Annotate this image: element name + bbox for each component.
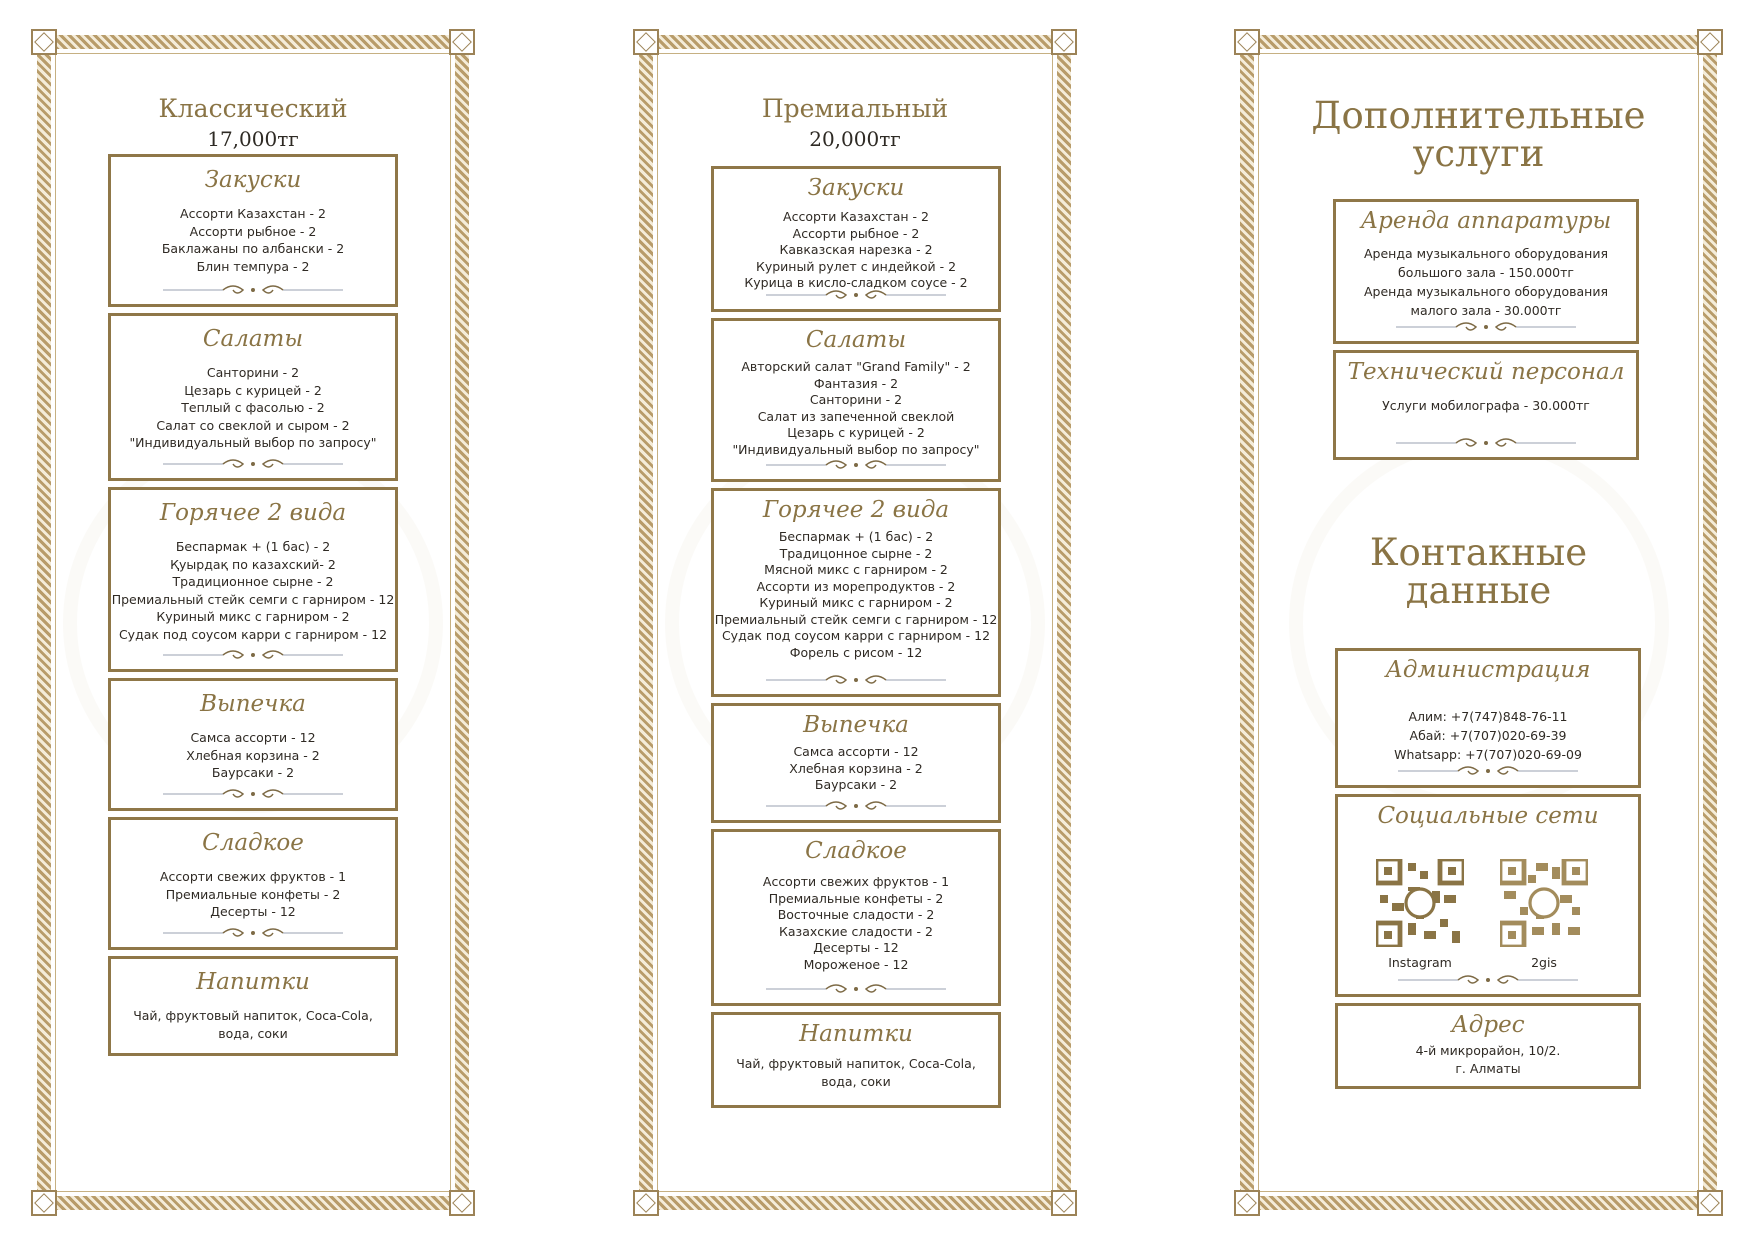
- menu-item: вода, соки: [218, 1025, 288, 1041]
- menu-item: Баклажаны по албански - 2: [161, 241, 345, 256]
- menu-item: Баурсаки - 2: [814, 777, 898, 792]
- menu-item: Традицонное сырне - 2: [779, 545, 933, 561]
- menu-title: Премиальный: [761, 94, 949, 123]
- section-address: [1335, 1003, 1641, 1089]
- section-social-networks: [1335, 794, 1641, 997]
- menu-item: Авторский салат "Grand Family" - 2: [741, 359, 971, 374]
- menu-item: Ассорти свежих фруктов - 1: [762, 874, 950, 889]
- menu-item: Десерты - 12: [210, 904, 296, 919]
- corner-ornament: [449, 29, 475, 55]
- menu-item: Куриный рулет с индейкой - 2: [755, 258, 957, 274]
- section-title: Салаты: [805, 327, 907, 353]
- section-title: Горячее 2 вида: [159, 500, 347, 526]
- corner-ornament: [449, 1190, 475, 1216]
- menu-item: Ассорти рыбное - 2: [792, 225, 920, 241]
- section-technical-staff: [1333, 350, 1639, 460]
- menu-item: Ассорти Казахстан - 2: [783, 209, 929, 224]
- menu-item: Форель с рисом - 12: [789, 644, 923, 660]
- section-goryachee: [108, 487, 398, 672]
- section-napitki: [108, 956, 398, 1056]
- section-goryachee: [711, 488, 1001, 697]
- section-vypechka: [711, 703, 1001, 823]
- qr-label: Instagram: [1388, 955, 1452, 970]
- section-zakuski: [108, 154, 398, 307]
- corner-ornament: [31, 29, 57, 55]
- menu-item: Ассорти из морепродуктов - 2: [756, 578, 956, 594]
- menu-item: Десерты - 12: [813, 940, 899, 955]
- section-title: Адрес: [1451, 1012, 1525, 1038]
- corner-ornament: [31, 1190, 57, 1216]
- corner-ornament: [633, 29, 659, 55]
- menu-item: Судак под соусом карри с гарниром - 12: [118, 626, 388, 642]
- corner-ornament: [1697, 29, 1723, 55]
- menu-item: Фантазия - 2: [813, 375, 899, 391]
- contact-phone[interactable]: Абай: +7(707)020-69-39: [1409, 728, 1567, 743]
- section-title: Закуски: [204, 167, 302, 193]
- menu-item: Хлебная корзина - 2: [789, 760, 923, 776]
- address-line: г. Алматы: [1455, 1060, 1521, 1076]
- menu-item: Куриный микс с гарниром - 2: [156, 609, 350, 624]
- menu-item: вода, соки: [821, 1073, 891, 1089]
- menu-item: Премиальный стейк семги с гарниром - 12: [111, 591, 395, 607]
- menu-item: Санторини - 2: [206, 365, 300, 380]
- menu-item: Чай, фруктовый напиток, Coca-Cola,: [133, 1008, 373, 1023]
- section-sladkoe: [108, 817, 398, 950]
- section-title: Напитки: [196, 969, 310, 995]
- extra-services-heading: [1254, 94, 1703, 175]
- section-sladkoe: [711, 829, 1001, 1006]
- corner-ornament: [1697, 1190, 1723, 1216]
- menu-item: "Индивидуальный выбор по запросу": [732, 441, 980, 457]
- classic-menu-panel: [37, 35, 469, 1210]
- section-vypechka: [108, 678, 398, 811]
- service-item: большого зала - 150.000тг: [1398, 265, 1574, 280]
- divider-ornament: [163, 282, 343, 298]
- menu-item: Санторини - 2: [809, 392, 903, 407]
- section-equipment-rental: [1333, 199, 1639, 344]
- divider-ornament: [766, 457, 946, 473]
- menu-item: Хлебная корзина - 2: [186, 747, 320, 763]
- instagram-qr-icon[interactable]: [1376, 859, 1464, 947]
- menu-item: Казахские сладости - 2: [779, 923, 933, 939]
- section-title: Сладкое: [805, 838, 907, 864]
- menu-item: Беспармак + (1 бас) - 2: [175, 539, 331, 554]
- service-item: Аренда музыкального оборудования: [1363, 246, 1608, 261]
- section-title: Технический персонал: [1347, 359, 1625, 385]
- menu-item: Премиальные конфеты - 2: [165, 886, 341, 902]
- section-title: Сладкое: [202, 830, 304, 856]
- divider-ornament: [163, 786, 343, 802]
- extra-services-panel: [1240, 35, 1717, 1210]
- menu-item: Цезарь с курицей - 2: [184, 382, 322, 398]
- menu-item: Самса ассорти - 12: [793, 744, 919, 759]
- menu-item: Теплый с фасолью - 2: [181, 400, 325, 415]
- heading-line: Контакные: [1369, 531, 1588, 574]
- menu-item: Премиальный стейк семги с гарниром - 12: [714, 611, 998, 627]
- divider-ornament: [766, 798, 946, 814]
- menu-item: "Индивидуальный выбор по запросу": [129, 435, 377, 450]
- corner-ornament: [1234, 1190, 1260, 1216]
- menu-item: Восточные сладости - 2: [777, 907, 935, 922]
- premium-menu-panel: [639, 35, 1071, 1210]
- divider-ornament: [1398, 972, 1578, 988]
- qr-label: 2gis: [1531, 955, 1557, 970]
- section-administration: [1335, 648, 1641, 788]
- divider-ornament: [163, 456, 343, 472]
- section-napitki: [711, 1012, 1001, 1108]
- contact-whatsapp[interactable]: Whatsapp: +7(707)020-69-09: [1394, 747, 1582, 762]
- contacts-heading: [1254, 531, 1703, 612]
- contact-phone[interactable]: Алим: +7(747)848-76-11: [1408, 709, 1568, 724]
- menu-item: Баурсаки - 2: [211, 765, 295, 780]
- divider-ornament: [1396, 319, 1576, 335]
- divider-ornament: [163, 925, 343, 941]
- section-salaty: [711, 318, 1001, 482]
- menu-item: Ассорти свежих фруктов - 1: [159, 869, 347, 884]
- menu-item: Салат со свеклой и сыром - 2: [156, 417, 350, 433]
- section-title: Выпечка: [803, 712, 909, 738]
- menu-item: Цезарь с курицей - 2: [787, 425, 925, 440]
- menu-item: Судак под соусом карри с гарниром - 12: [721, 628, 991, 643]
- heading-line: данные: [1405, 569, 1552, 612]
- section-title: Закуски: [807, 175, 905, 201]
- menu-item: Ассорти рыбное - 2: [189, 223, 317, 239]
- menu-price: 20,000тг: [809, 127, 901, 151]
- section-title: Администрация: [1385, 657, 1591, 683]
- 2gis-qr-icon[interactable]: [1500, 859, 1588, 947]
- menu-item: Самса ассорти - 12: [190, 730, 316, 745]
- service-item: малого зала - 30.000тг: [1410, 303, 1562, 318]
- menu-item: Мороженое - 12: [803, 956, 909, 972]
- section-title: Выпечка: [200, 691, 306, 717]
- menu-item: Салат из запеченной свеклой: [757, 408, 955, 424]
- section-salaty: [108, 313, 398, 481]
- section-title: Аренда аппаратуры: [1360, 208, 1612, 234]
- service-item: Аренда музыкального оборудования: [1363, 284, 1608, 299]
- section-title: Салаты: [202, 326, 304, 352]
- corner-ornament: [1051, 29, 1077, 55]
- divider-ornament: [766, 981, 946, 997]
- menu-item: Блин темпура - 2: [196, 258, 310, 274]
- divider-ornament: [766, 672, 946, 688]
- section-title: Напитки: [799, 1021, 913, 1047]
- heading-line: услуги: [1412, 132, 1545, 175]
- service-item: Услуги мобилографа - 30.000тг: [1382, 398, 1590, 413]
- divider-ornament: [766, 287, 946, 303]
- menu-item: Қуырдақ по казахский- 2: [170, 556, 336, 572]
- menu-item: Чай, фруктовый напиток, Coca-Cola,: [736, 1056, 976, 1071]
- menu-item: Беспармак + (1 бас) - 2: [778, 529, 934, 544]
- section-zakuski: [711, 166, 1001, 312]
- divider-ornament: [1398, 763, 1578, 779]
- menu-item: Ассорти Казахстан - 2: [180, 206, 326, 221]
- menu-item: Премиальные конфеты - 2: [768, 890, 944, 906]
- divider-ornament: [1396, 435, 1576, 451]
- menu-item: Традиционное сырне - 2: [172, 574, 334, 589]
- menu-item: Кавказская нарезка - 2: [779, 242, 933, 257]
- menu-price: 17,000тг: [207, 127, 299, 151]
- menu-item: Куриный микс с гарниром - 2: [759, 595, 953, 610]
- corner-ornament: [1051, 1190, 1077, 1216]
- section-title: Горячее 2 вида: [762, 497, 950, 523]
- section-title: Социальные сети: [1377, 803, 1599, 829]
- address-line: 4-й микрорайон, 10/2.: [1415, 1043, 1561, 1058]
- heading-line: Дополнительные: [1311, 94, 1646, 137]
- menu-item: Курица в кисло-сладком соусе - 2: [744, 275, 968, 290]
- divider-ornament: [163, 647, 343, 663]
- menu-title: Классический: [158, 94, 348, 123]
- menu-item: Мясной микс с гарниром - 2: [764, 562, 948, 577]
- corner-ornament: [1234, 29, 1260, 55]
- corner-ornament: [633, 1190, 659, 1216]
